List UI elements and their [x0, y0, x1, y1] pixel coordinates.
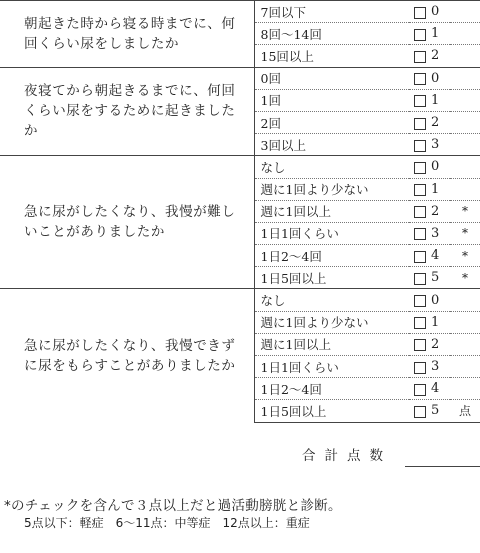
option-checkbox[interactable] [414, 29, 426, 41]
option-checkbox[interactable] [414, 273, 426, 285]
question-text: 急に尿がしたくなり、我慢できずに尿をもらすことがありましたか [0, 289, 254, 422]
option-mark [450, 45, 480, 67]
option-score: 0 [431, 67, 450, 89]
option-label: 1日5回以上 [254, 400, 409, 422]
option-label: 15回以上 [254, 45, 409, 67]
option-checkbox-cell [409, 89, 431, 111]
option-checkbox[interactable] [414, 406, 426, 418]
option-checkbox[interactable] [414, 317, 426, 329]
diagnosis-note: *のチェックを含んで３点以上だと過活動膀胱と診断。 [4, 498, 342, 514]
option-checkbox[interactable] [414, 228, 426, 240]
option-checkbox-cell [409, 311, 431, 333]
option-label: 1日2～4回 [254, 245, 409, 267]
option-checkbox-cell [409, 267, 431, 289]
option-mark [450, 378, 480, 400]
option-label: 2回 [254, 111, 409, 133]
option-mark: 点 [450, 400, 480, 422]
option-score: 2 [431, 45, 450, 67]
option-checkbox[interactable] [414, 184, 426, 196]
option-score: 3 [431, 356, 450, 378]
severity-scale: 5点以下：軽症 6～11点：中等症 12点以上：重症 [24, 516, 310, 530]
option-mark [450, 311, 480, 333]
option-checkbox[interactable] [414, 118, 426, 130]
option-label: 週に1回より少ない [254, 311, 409, 333]
option-checkbox-cell [409, 333, 431, 355]
option-mark: * [450, 245, 480, 267]
option-checkbox-cell [409, 23, 431, 45]
option-label: 0回 [254, 67, 409, 89]
option-label: 1日2～4回 [254, 378, 409, 400]
option-label: なし [254, 156, 409, 178]
option-score: 1 [431, 311, 450, 333]
option-score: 1 [431, 89, 450, 111]
option-checkbox[interactable] [414, 295, 426, 307]
option-label: 週に1回以上 [254, 200, 409, 222]
option-mark [450, 23, 480, 45]
option-checkbox-cell [409, 222, 431, 244]
option-label: 1日5回以上 [254, 267, 409, 289]
option-row [0, 1, 480, 23]
option-mark [450, 178, 480, 200]
option-mark: * [450, 267, 480, 289]
option-mark: * [450, 200, 480, 222]
option-checkbox-cell [409, 289, 431, 311]
total-score-blank[interactable] [405, 466, 480, 467]
option-score: 2 [431, 111, 450, 133]
option-score: 1 [431, 23, 450, 45]
option-mark [450, 111, 480, 133]
option-checkbox-cell [409, 245, 431, 267]
option-label: 3回以上 [254, 134, 409, 156]
option-label: 7回以下 [254, 1, 409, 23]
option-row [0, 67, 480, 89]
option-score: 1 [431, 178, 450, 200]
option-mark [450, 134, 480, 156]
option-mark [450, 333, 480, 355]
option-checkbox-cell [409, 356, 431, 378]
option-checkbox-cell [409, 400, 431, 422]
option-row [0, 156, 480, 178]
option-score: 0 [431, 289, 450, 311]
option-checkbox[interactable] [414, 251, 426, 263]
option-checkbox[interactable] [414, 339, 426, 351]
option-checkbox-cell [409, 378, 431, 400]
option-mark [450, 156, 480, 178]
option-mark [450, 89, 480, 111]
question-text: 急に尿がしたくなり、我慢が難しいことがありましたか [0, 156, 254, 289]
option-mark [450, 289, 480, 311]
option-checkbox[interactable] [414, 206, 426, 218]
option-label: 1回 [254, 89, 409, 111]
option-checkbox-cell [409, 67, 431, 89]
option-checkbox[interactable] [414, 7, 426, 19]
option-score: 2 [431, 333, 450, 355]
option-mark: * [450, 222, 480, 244]
option-label: なし [254, 289, 409, 311]
option-label: 週に1回より少ない [254, 178, 409, 200]
option-checkbox[interactable] [414, 140, 426, 152]
option-mark [450, 1, 480, 23]
option-checkbox[interactable] [414, 362, 426, 374]
option-checkbox-cell [409, 134, 431, 156]
option-score: 4 [431, 245, 450, 267]
option-row [0, 289, 480, 311]
option-checkbox[interactable] [414, 73, 426, 85]
option-label: 1日1回くらい [254, 356, 409, 378]
option-score: 5 [431, 400, 450, 422]
total-score-label: 合計点数 [302, 448, 392, 464]
option-checkbox-cell [409, 111, 431, 133]
option-score: 2 [431, 200, 450, 222]
option-mark [450, 67, 480, 89]
option-label: 1日1回くらい [254, 222, 409, 244]
option-checkbox[interactable] [414, 162, 426, 174]
option-checkbox[interactable] [414, 95, 426, 107]
option-label: 週に1回以上 [254, 333, 409, 355]
option-score: 4 [431, 378, 450, 400]
option-score: 0 [431, 1, 450, 23]
option-checkbox-cell [409, 200, 431, 222]
question-text: 夜寝てから朝起きるまでに、何回くらい尿をするために起きましたか [0, 67, 254, 156]
option-score: 5 [431, 267, 450, 289]
option-checkbox-cell [409, 45, 431, 67]
option-checkbox[interactable] [414, 384, 426, 396]
question-text: 朝起きた時から寝る時までに、何回くらい尿をしましたか [0, 1, 254, 68]
option-mark [450, 356, 480, 378]
option-score: 3 [431, 222, 450, 244]
option-checkbox[interactable] [414, 51, 426, 63]
option-checkbox-cell [409, 178, 431, 200]
option-checkbox-cell [409, 156, 431, 178]
option-checkbox-cell [409, 1, 431, 23]
option-label: 8回～14回 [254, 23, 409, 45]
option-score: 3 [431, 134, 450, 156]
option-score: 0 [431, 156, 450, 178]
